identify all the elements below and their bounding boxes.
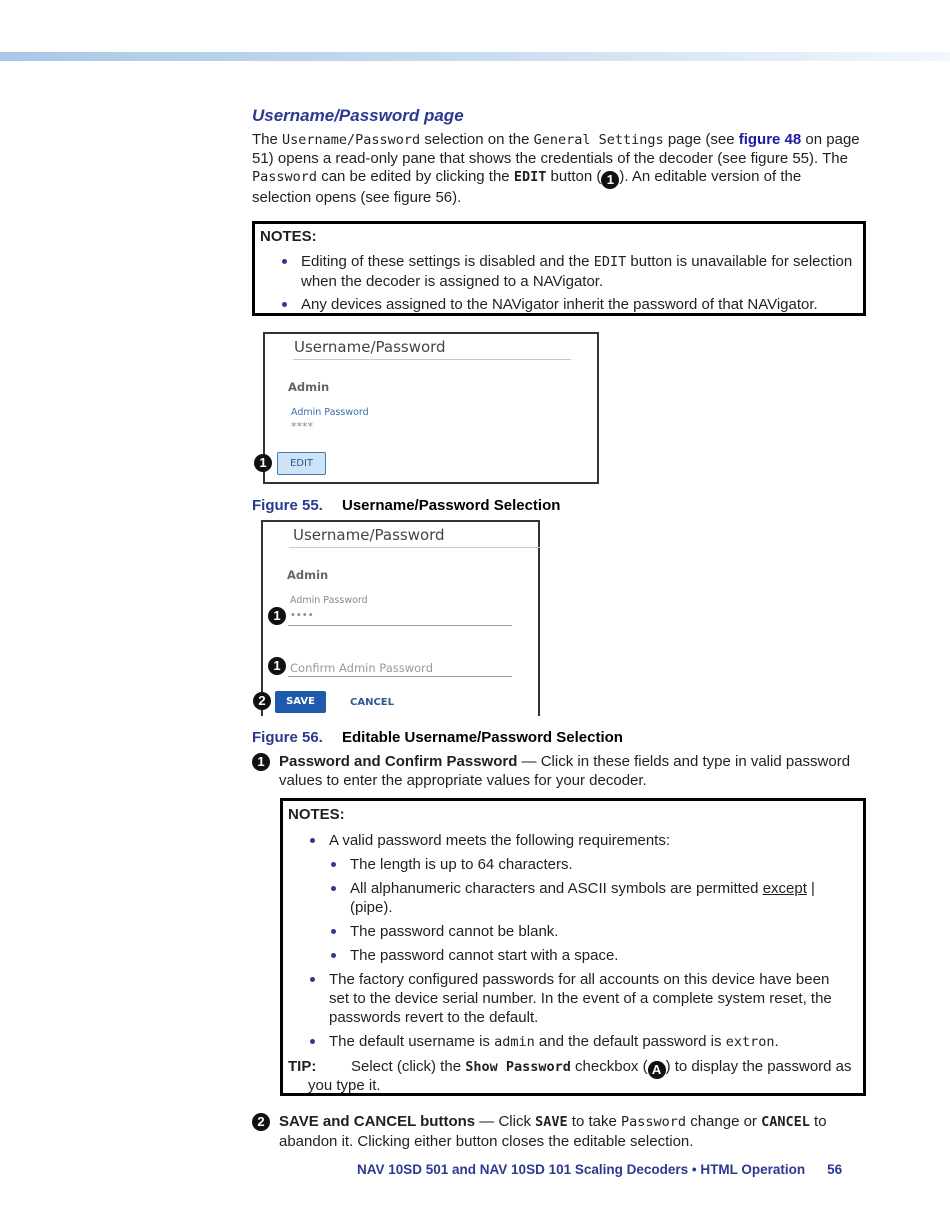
save-button[interactable]: SAVE [275, 691, 326, 713]
figure-56-caption: Figure 56. Editable Username/Password Selection [252, 729, 623, 746]
tip-text-continued: you type it. [308, 1077, 381, 1094]
input-underline [288, 676, 512, 677]
tip-text: Select (click) the Show Password checkbox ( A ) to display the password as [351, 1058, 852, 1077]
note-item: The default username is admin and the default password is extron. [329, 1032, 859, 1052]
callout-1: 1 [252, 753, 270, 771]
divider [289, 547, 540, 548]
callout-1: 1 [268, 607, 286, 625]
divider [293, 359, 571, 360]
cancel-button[interactable]: CANCEL [350, 697, 394, 708]
intro-paragraph: The Username/Password selection on the General Settings page (see figure 48 on page 51) opens a read-only pane that shows the credentials of the decoder (see figure 55). The Password can be edited by clicking the EDIT button ( 1 ). An editable version of the selection opens (see figure 56). [252, 131, 860, 206]
notes-title: NOTES: [260, 228, 317, 245]
admin-heading: Admin [287, 568, 329, 582]
item-2-description: SAVE and CANCEL buttons — Click SAVE to take Password change or CANCEL to abandon it. Clicking either button closes the editable selection. [279, 1113, 827, 1150]
callout-1: 1 [254, 454, 272, 472]
callout-a: A [648, 1061, 666, 1079]
figure-56-screenshot [261, 520, 540, 716]
admin-password-label: Admin Password [291, 407, 369, 418]
page-footer [357, 1162, 842, 1177]
note-item: Editing of these settings is disabled and the EDIT button is unavailable for selection when the decoder is assigned to a NAVigator. [301, 252, 861, 291]
note-subitem: The password cannot be blank. [350, 922, 860, 941]
tip-label: TIP: [288, 1058, 317, 1075]
pane-title: Username/Password [293, 526, 445, 544]
pane-title: Username/Password [294, 338, 446, 356]
confirm-password-input[interactable]: Confirm Admin Password [290, 661, 434, 675]
edit-button[interactable]: EDIT [277, 452, 326, 475]
figure-48-link[interactable]: figure 48 [738, 131, 802, 148]
admin-password-input[interactable]: •••• [290, 610, 314, 621]
footer-text: NAV 10SD 501 and NAV 10SD 101 Scaling Decoders • HTML Operation [357, 1162, 806, 1177]
callout-1: 1 [268, 657, 286, 675]
admin-heading: Admin [288, 380, 330, 394]
notes-title: NOTES: [288, 806, 345, 823]
callout-2: 2 [253, 692, 271, 710]
note-item: The factory configured passwords for all accounts on this device have been set to the device serial number. In the event of a complete system reset, the passwords revert to the default. [329, 970, 849, 1027]
note-subitem: All alphanumeric characters and ASCII symbols are permitted except | (pipe). [350, 879, 830, 917]
note-subitem: The length is up to 64 characters. [350, 855, 860, 874]
admin-password-value: **** [291, 420, 313, 433]
callout-2: 2 [252, 1113, 270, 1131]
input-underline [288, 625, 512, 626]
header-bar [0, 52, 950, 61]
notes-box-2 [280, 798, 866, 1096]
notes-box-1 [252, 221, 866, 316]
note-item: A valid password meets the following requirements: [329, 831, 859, 850]
admin-password-label: Admin Password [290, 595, 368, 606]
figure-55-caption: Figure 55. Username/Password Selection [252, 497, 561, 514]
callout-1: 1 [601, 171, 619, 189]
figure-55-screenshot [263, 332, 599, 484]
note-item: Any devices assigned to the NAVigator inherit the password of that NAVigator. [301, 295, 861, 314]
note-subitem: The password cannot start with a space. [350, 946, 860, 965]
page-number: 56 [827, 1162, 843, 1177]
item-1-description: Password and Confirm Password — Click in these fields and type in valid password values to enter the appropriate values for your decoder. [279, 753, 851, 789]
section-title: Username/Password page [252, 106, 464, 125]
